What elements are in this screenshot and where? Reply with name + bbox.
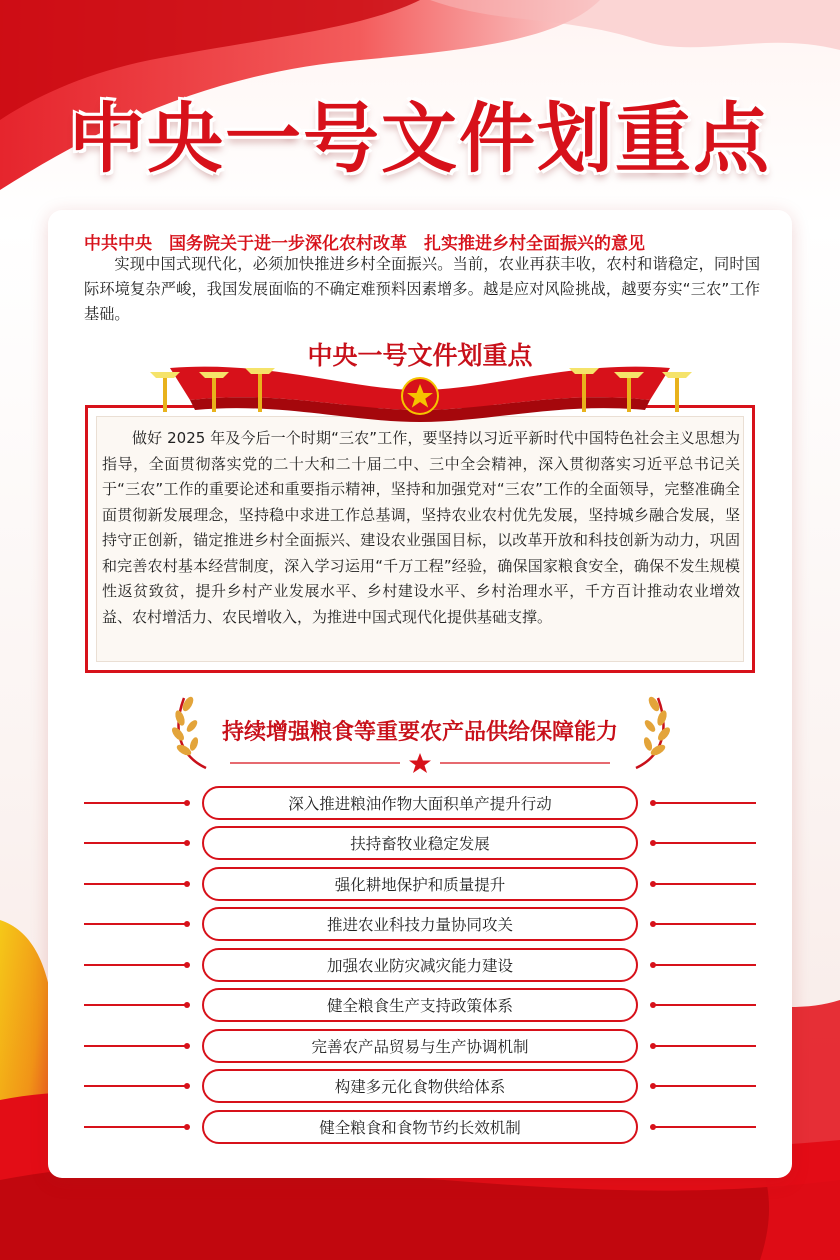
intro-paragraph: 实现中国式现代化，必须加快推进乡村全面振兴。当前，农业再获丰收，农村和谐稳定，同时国际环境复杂严峻，我国发展面临的不确定难预料因素增多。越是应对风险挑战，越要夯实“三农”工作基础。 [84, 255, 760, 323]
star-icon [409, 753, 431, 773]
list-item [84, 907, 756, 941]
list-item-label: 扶持畜牧业稳定发展 [202, 826, 638, 860]
list-item [84, 867, 756, 901]
list-item [84, 1110, 756, 1144]
list-item-label: 健全粮食生产支持政策体系 [202, 988, 638, 1022]
list-item-label: 深入推进粮油作物大面积单产提升行动 [202, 786, 638, 820]
list-item [84, 786, 756, 820]
section-title: 中央一号文件划重点 [307, 341, 533, 370]
list-item-label: 完善农产品贸易与生产协调机制 [202, 1029, 638, 1063]
list-item [84, 1069, 756, 1103]
section2-title: 持续增强粮食等重要农产品供给保障能力 [221, 720, 618, 745]
list-item-label: 健全粮食和食物节约长效机制 [202, 1110, 638, 1144]
list-item-label: 加强农业防灾减灾能力建设 [202, 948, 638, 982]
list-item [84, 948, 756, 982]
star-divider [230, 752, 610, 774]
poster-title: 中央一号文件划重点 [69, 94, 771, 183]
list-item [84, 826, 756, 860]
list-item-label: 构建多元化食物供给体系 [202, 1069, 638, 1103]
list-item [84, 988, 756, 1022]
list-item-label: 推进农业科技力量协同攻关 [202, 907, 638, 941]
list-item [84, 1029, 756, 1063]
list-item-label: 强化耕地保护和质量提升 [202, 867, 638, 901]
document-subheading: 中共中央 国务院关于进一步深化农村改革 扎实推进乡村全面振兴的意见 [84, 234, 645, 254]
body-paragraph: 做好 2025 年及今后一个时期“三农”工作，要坚持以习近平新时代中国特色社会主义思想为指导，全面贯彻落实党的二十大和二十届二中、三中全会精神，深入贯彻落实习近平总书记关于“三农”工作的重要论述和重要指示精神，坚持和加强党对“三农”工作的全面领导，完整准确全面贯彻新发展理念，坚持稳中求进工作总基调，坚持农业农村优先发展，坚持城乡融合发展，坚持守正创新，锚定推进乡村全面振兴、建设农业强国目标，以改革开放和科技创新为动力，巩固和完善农村基本经营制度，深入学习运用“千万工程”经验，确保国家粮食安全，确保不发生规模性返贫致贫，提升乡村产业发展水平、乡村建设水平、乡村治理水平，千方百计推动农业增效益、农村增活力、农民增收入，为推进中国式现代化提供基础支撑。 [102, 429, 740, 626]
